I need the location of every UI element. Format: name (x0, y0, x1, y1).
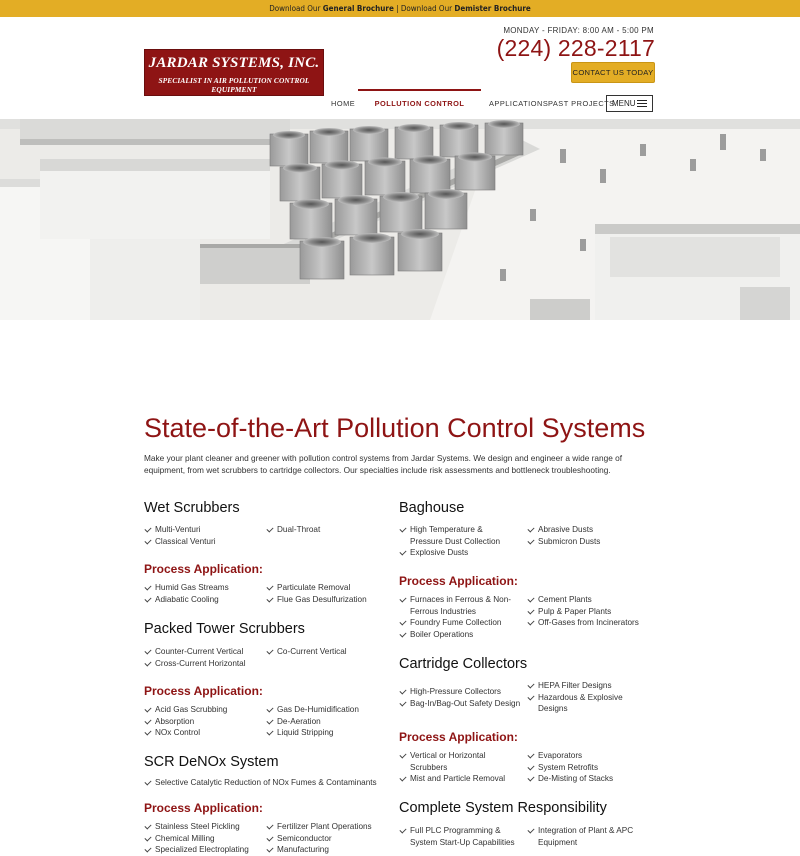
list-item: Abrasive Dusts (527, 524, 600, 536)
cartridge-process-application-heading: Process Application: (399, 730, 518, 744)
page-title: State-of-the-Art Pollution Control Systems (144, 413, 646, 443)
complete-system-list-a (399, 825, 515, 848)
list-item: Selective Catalytic Reduction of NOx Fumes & Contaminants (144, 777, 377, 789)
logo-tagline: SPECIALIST IN AIR POLLUTION CONTROL EQUIPMENT (158, 76, 310, 94)
list-item: Furnaces in Ferrous & Non- (399, 594, 511, 606)
packed-tower-list-b (266, 646, 347, 658)
baghouse-heading: Baghouse (399, 500, 465, 516)
list-item: Evaporators (527, 750, 613, 762)
list-item: Pulp & Paper Plants (527, 606, 639, 618)
list-item: Boiler Operations (399, 629, 511, 641)
list-item: Co-Current Vertical (266, 646, 347, 658)
list-item: Vertical or Horizontal (399, 750, 505, 762)
packed-tower-heading: Packed Tower Scrubbers (144, 621, 305, 637)
logo-company-name: JARDAR SYSTEMS, INC. (148, 55, 320, 71)
hamburger-icon (637, 100, 647, 107)
nav-past-projects[interactable]: PAST PROJECTS (548, 99, 615, 108)
list-item: Adiabatic Cooling (144, 594, 229, 606)
list-item: Integration of Plant & APC (527, 825, 633, 837)
list-item: Submicron Dusts (527, 536, 600, 548)
list-item: Pressure Dust Collection (410, 536, 501, 546)
list-item: Semiconductor (266, 833, 372, 845)
list-item: High Temperature & (399, 524, 500, 536)
menu-button[interactable] (606, 95, 653, 112)
top-announcement-bar (0, 0, 800, 17)
list-item: HEPA Filter Designs (527, 680, 623, 692)
list-item: Particulate Removal (266, 582, 367, 594)
business-hours: MONDAY - FRIDAY: 8:00 AM - 5:00 PM (503, 26, 654, 35)
list-item: Explosive Dusts (399, 547, 500, 559)
baghouse-process-list-b (527, 594, 639, 629)
list-item: De-Misting of Stacks (527, 773, 613, 785)
scr-denox-list (144, 777, 377, 789)
list-item: Counter-Current Vertical (144, 646, 246, 658)
wet-process-list-a (144, 582, 229, 605)
list-item: Cross-Current Horizontal (144, 658, 246, 670)
nav-pollution-control-equipment[interactable]: POLLUTION CONTROL (358, 89, 481, 115)
list-item: Mist and Particle Removal (399, 773, 505, 785)
list-item: Flue Gas Desulfurization (266, 594, 367, 606)
wet-scrubbers-heading: Wet Scrubbers (144, 500, 240, 516)
wet-process-application-heading: Process Application: (144, 562, 263, 576)
packed-process-application-heading: Process Application: (144, 684, 263, 698)
list-item: Dual-Throat (266, 524, 320, 536)
list-item: NOx Control (144, 727, 227, 739)
phone-number[interactable]: (224) 228-2117 (496, 35, 655, 61)
scr-process-list-a (144, 821, 249, 856)
packed-process-list-a (144, 704, 227, 739)
packed-tower-list-a (144, 646, 246, 669)
list-item: Classical Venturi (144, 536, 216, 548)
list-item: Manufacturing (266, 844, 372, 856)
list-item: Cement Plants (527, 594, 639, 606)
cartridge-list-a (399, 686, 520, 709)
scr-process-list-b (266, 821, 372, 856)
list-item: Absorption (144, 716, 227, 728)
list-item: Liquid Stripping (266, 727, 359, 739)
complete-system-heading: Complete System Responsibility (399, 800, 607, 816)
brochure-separator: | (393, 4, 401, 13)
brochure-prefix-2: Download Our (400, 4, 455, 13)
nav-home[interactable]: HOME (331, 99, 356, 108)
list-item: Hazardous & Explosive (527, 692, 623, 704)
wet-scrubbers-list-a (144, 524, 216, 547)
cartridge-process-list-b (527, 750, 613, 785)
list-item: Chemical Milling (144, 833, 249, 845)
list-item: Fertilizer Plant Operations (266, 821, 372, 833)
baghouse-list-a (399, 524, 500, 559)
list-item: Gas De-Humidification (266, 704, 359, 716)
scr-denox-heading: SCR DeNOx System (144, 754, 279, 770)
list-item: Equipment (538, 837, 578, 847)
list-item: High-Pressure Collectors (399, 686, 520, 698)
site-logo[interactable] (144, 49, 324, 96)
list-item: Off-Gases from Incinerators (527, 617, 639, 629)
rooftop-illustration (0, 119, 800, 320)
general-brochure-link[interactable]: General Brochure (322, 4, 394, 13)
list-item: Multi-Venturi (144, 524, 216, 536)
list-item: Humid Gas Streams (144, 582, 229, 594)
list-item: Bag-In/Bag-Out Safety Design (399, 698, 520, 710)
packed-process-list-b (266, 704, 359, 739)
complete-system-list-b (527, 825, 633, 848)
list-item: System Start-Up Capabilities (410, 837, 515, 847)
list-item: Full PLC Programming & (399, 825, 515, 837)
list-item: Scrubbers (410, 762, 448, 772)
baghouse-process-application-heading: Process Application: (399, 574, 518, 588)
cartridge-process-list-a (399, 750, 505, 785)
wet-scrubbers-list-b (266, 524, 320, 536)
list-item: Designs (538, 704, 568, 714)
cartridge-collectors-heading: Cartridge Collectors (399, 656, 528, 672)
baghouse-list-b (527, 524, 600, 547)
menu-label: MENU (612, 99, 636, 108)
list-item: Stainless Steel Pickling (144, 821, 249, 833)
nav-applications[interactable]: APPLICATIONS (489, 99, 549, 108)
demister-brochure-link[interactable]: Demister Brochure (454, 4, 531, 13)
cartridge-list-b (527, 680, 623, 715)
list-item: Specialized Electroplating (144, 844, 249, 856)
list-item: De-Aeration (266, 716, 359, 728)
scr-process-application-heading: Process Application: (144, 801, 263, 815)
baghouse-process-list-a (399, 594, 511, 641)
list-item: System Retrofits (527, 762, 613, 774)
list-item: Ferrous Industries (410, 606, 476, 616)
contact-us-button[interactable]: CONTACT US TODAY (571, 62, 655, 83)
hero-rooftop-hvac-image (0, 119, 800, 320)
list-item: Foundry Fume Collection (399, 617, 511, 629)
list-item: Acid Gas Scrubbing (144, 704, 227, 716)
wet-process-list-b (266, 582, 367, 605)
intro-paragraph: Make your plant cleaner and greener with pollution control systems from Jardar Systems. We design and engineer a wide range of equipment, from wet scrubbers to cartridge collectors. Our specialties include risk assessments and bottleneck troubleshooting. (144, 453, 623, 475)
brochure-prefix-1: Download Our (269, 4, 323, 13)
